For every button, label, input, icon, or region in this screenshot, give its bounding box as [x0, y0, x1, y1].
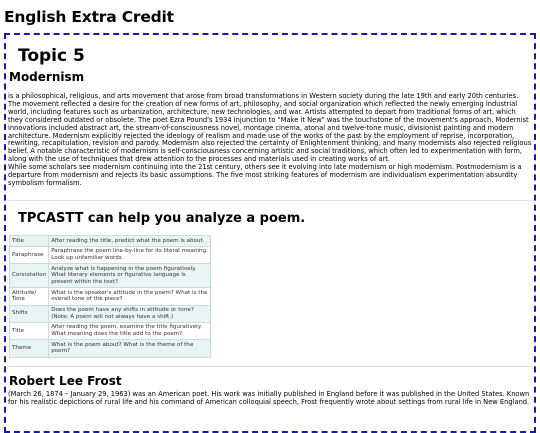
modernism-text [8, 93, 532, 188]
modernism-paragraph: While some scholars see modernism continuing into the 21st century, others see it evolving into late modernism or high modernism. Postmodernism is a departure from modernism and rejects its basic assumptions. The five most striking features of modernism are individualism experimentation absurdity symbolism formalism. [8, 163, 522, 187]
table-row [10, 322, 211, 339]
table-cell-description: After reading the title, predict what the poem is about. [49, 236, 211, 247]
table-cell-term: Paraphrase [10, 246, 49, 263]
table-cell-description: Analyze what is happening in the poem figuratively. What literary elements or figurative language is present within the text? [49, 264, 211, 288]
table-cell-description: What is the speaker's attitude in the poem? What is the overall tone of the piece? [49, 288, 211, 305]
table-cell-term: Theme [10, 340, 49, 357]
topic-title: Topic 5 [18, 46, 85, 66]
modernism-paragraph: is a philosophical, religious, and arts movement that arose from broad transformations in Western society during the late 19th and early 20th centuries. The movement reflected a desire for the creation of new forms of art, philosophy, and social organization which reflected the newly emerging industrial world, including features such as urbanization, architecture, new technologies, and war. Artists attempted to depart from traditional forms of art, which they considered outdated or obsolete. The poet Ezra Pound's 1934 injunction to "Make it New" was the touchstone of the movement's approach. Modernist innovations included abstract art, the stream-of-consciousness novel, montage cinema, atonal and twelve-tone music, divisionist painting and modern architecture. Modernism explicitly rejected the ideology of realism and made use of the works of the past by the employment of reprise, incorporation, rewriting, recapitulation, revision and parody. Modernism also rejected the certainty of Enlightenment thinking, and many modernists also rejected religious belief. A notable characteristic of modernism is self-consciousness concerning artistic and social traditions, which often led to experimentation with form, along with the use of techniques that drew attention to the processes and materials used in creating works of art. [8, 92, 532, 164]
table-cell-description: What is the poem about? What is the theme of the poem? [49, 340, 211, 357]
tpcastt-table [9, 235, 211, 358]
page-title: English Extra Credit [4, 8, 174, 26]
modernism-heading: Modernism [9, 70, 85, 84]
frost-heading: Robert Lee Frost [9, 374, 122, 388]
table-cell-term: Shifts [10, 305, 49, 322]
table-row [10, 264, 211, 288]
table-cell-term: Connotation [10, 264, 49, 288]
table-row [10, 340, 211, 357]
table-row [10, 236, 211, 247]
table-row [10, 246, 211, 263]
table-cell-description: After reading the poem, examine the title figuratively. What meaning does the title add to the poem? [49, 322, 211, 339]
table-row [10, 305, 211, 322]
tpcastt-heading: TPCASTT can help you analyze a poem. [18, 211, 306, 226]
section-divider [8, 366, 532, 367]
section-divider [8, 200, 532, 201]
table-cell-description: Paraphrase the poem line-by-line for its literal meaning. Look up unfamiliar words. [49, 246, 211, 263]
table-cell-term: Title [10, 236, 49, 247]
table-row [10, 288, 211, 305]
frost-text: (March 26, 1874 – January 29, 1963) was an American poet. His work was initially published in England before it was published in the United States. Known for his realistic depictions of rural life and his command of American colloquial speech, Frost frequently wrote about settings from rural life in New England. [8, 390, 530, 406]
table-cell-term: Title [10, 322, 49, 339]
table-cell-description: Does the poem have any shifts in attitude or tone? (Note: A poem will not always have a shift.) [49, 305, 211, 322]
table-cell-term: Attitude/ Tone [10, 288, 49, 305]
